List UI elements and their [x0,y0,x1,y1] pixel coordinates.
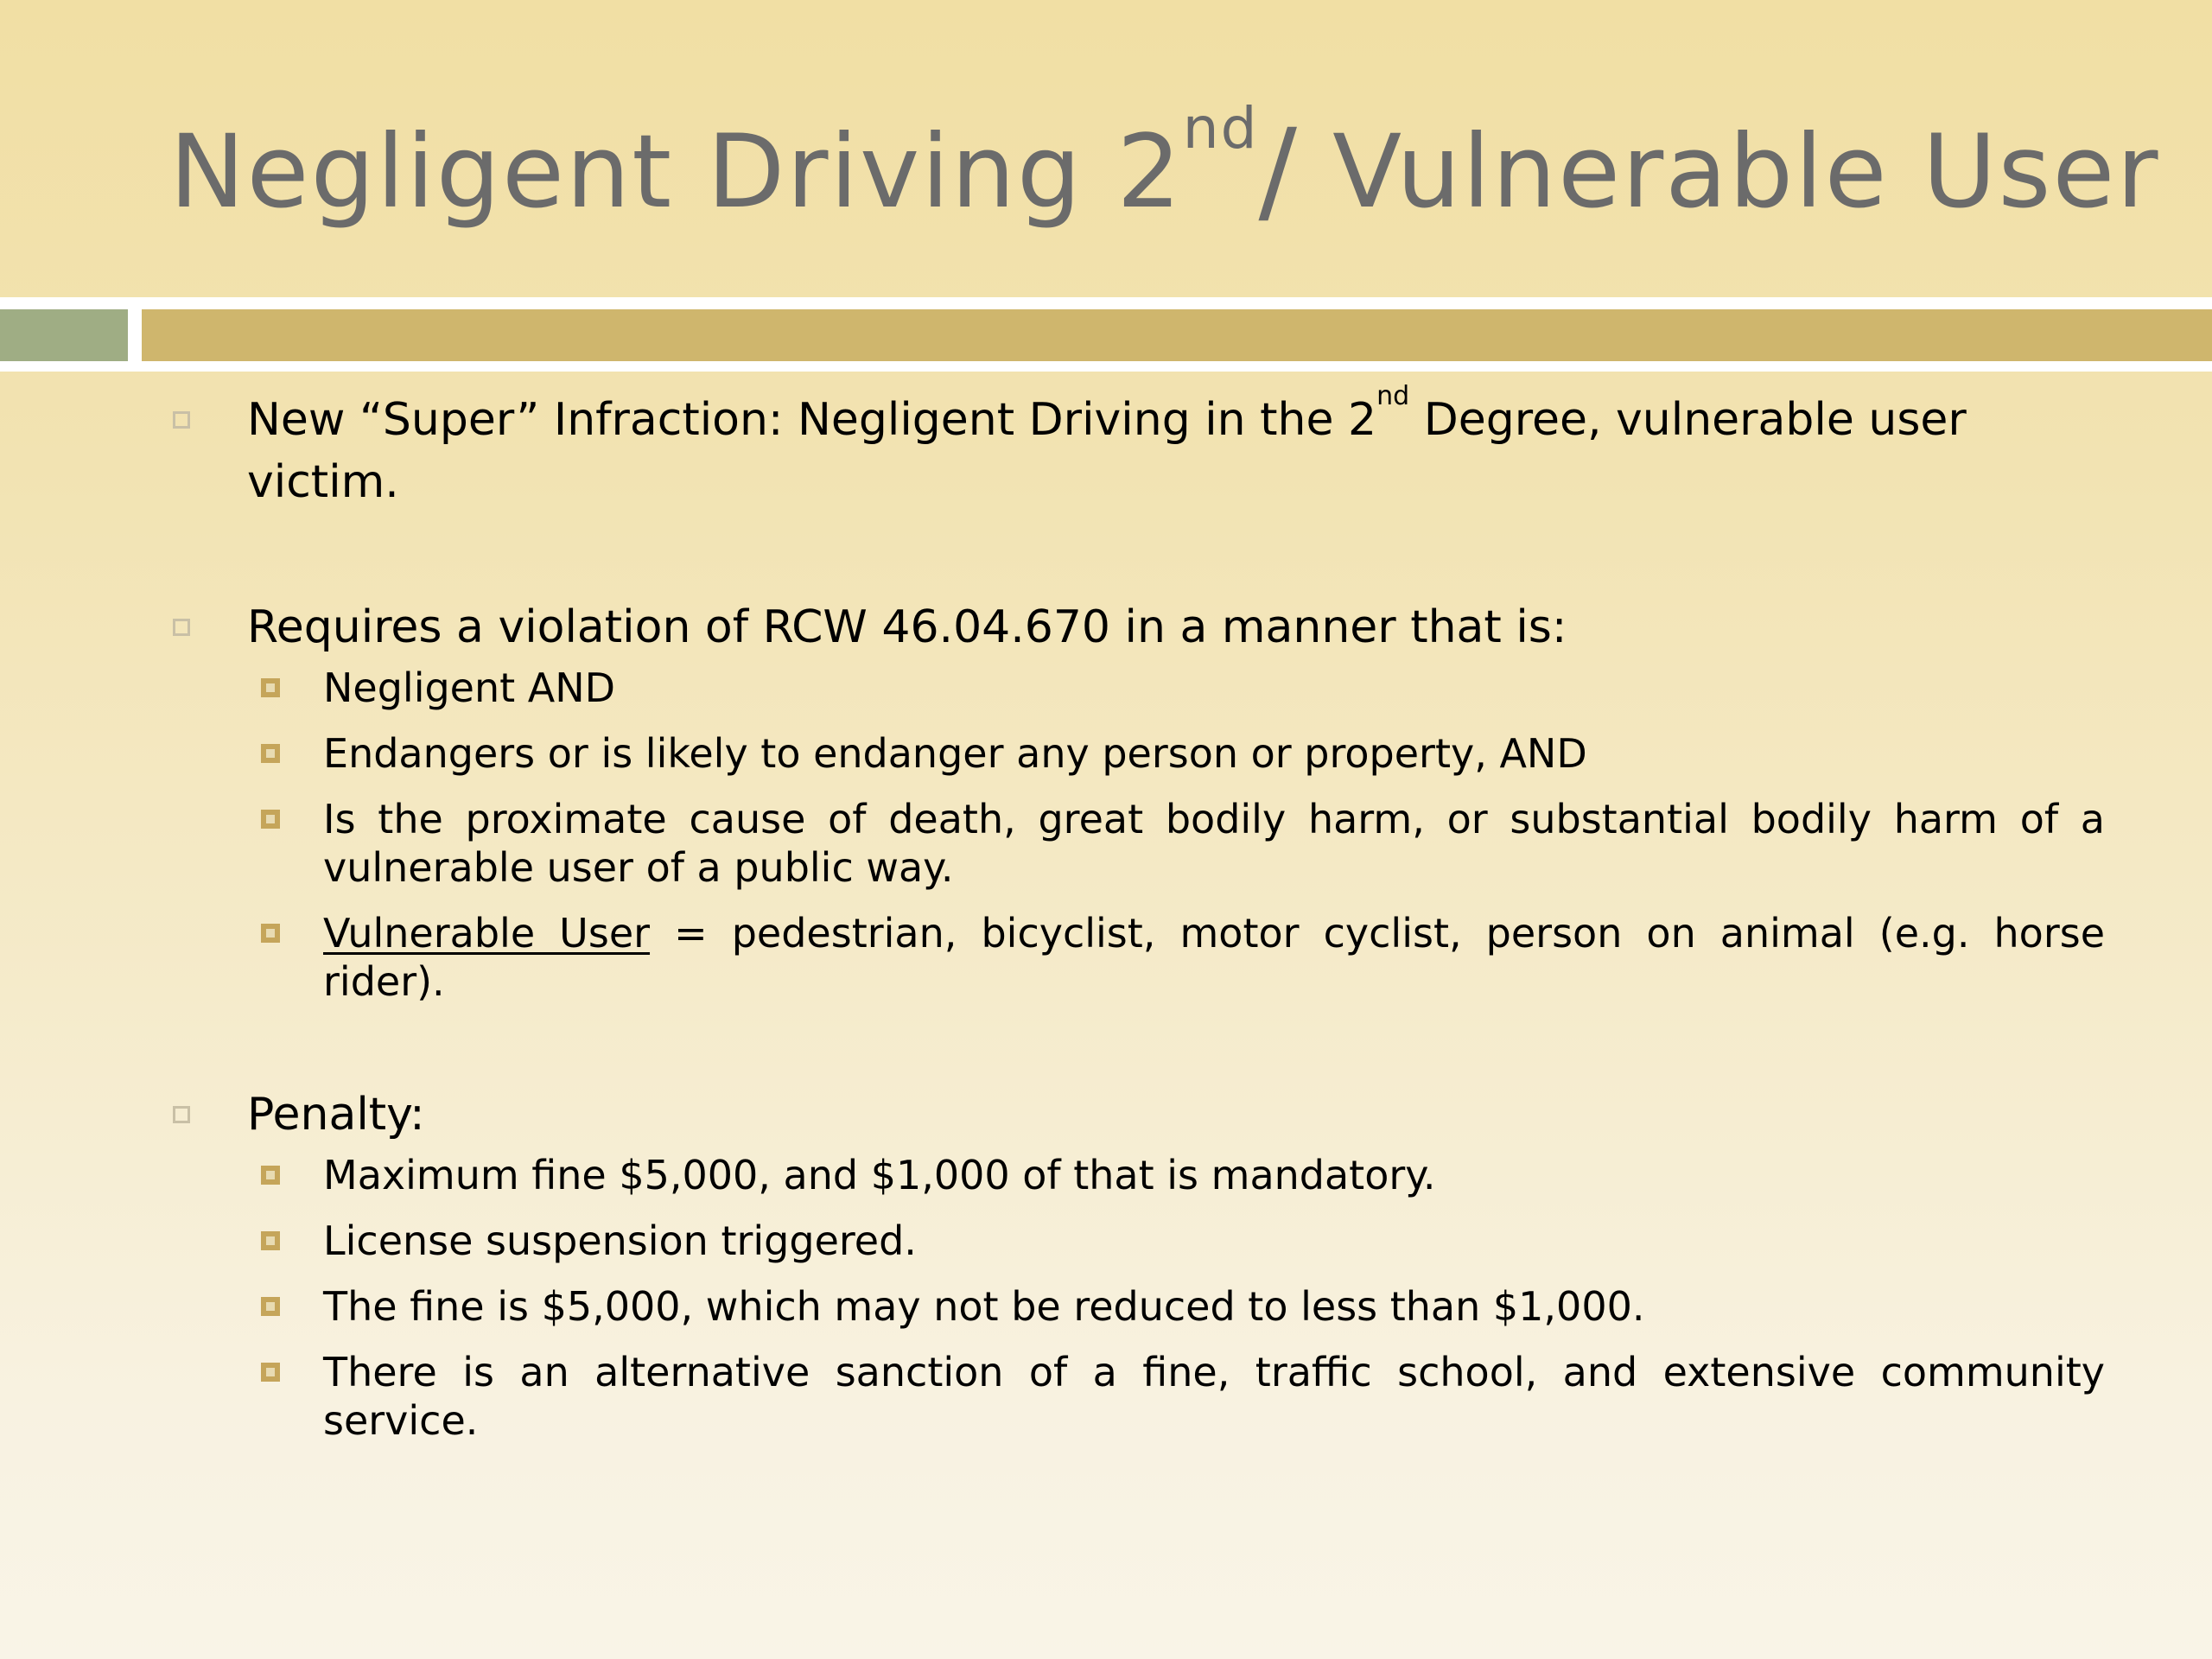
slide-content [169,381,2106,1445]
filled-square-bullet-icon [261,678,280,697]
hollow-square-bullet-icon [173,1106,190,1123]
title-superscript: nd [1182,95,1259,162]
title-part-2: Vulnerable User [1298,112,2160,231]
sub-bullet-text: Endangers or is likely to endanger any person or property, AND [323,730,1587,777]
band-top-line [0,297,2212,309]
band-bottom-line [0,361,2212,372]
sub-bullet-item [169,664,2105,712]
filled-square-bullet-icon [261,924,280,943]
hollow-square-bullet-icon [173,619,190,636]
sub-bullet-item [169,1282,2105,1331]
sub-bullet-text: Is the proximate cause of death, great bodily harm, or substantial bodily harm of a vulnerable user of a public way. [323,796,2105,891]
filled-square-bullet-icon [261,1297,280,1316]
bullet-text: Penalty: [247,1089,425,1141]
sub-bullet-item [169,729,2105,778]
definition-text: = pedestrian, bicyclist, motor cyclist, person on animal (e.g. horse rider). [323,910,2106,1005]
slide-title [169,95,2160,238]
bullet-text-post: Degree, vulnerable user victim. [247,394,1967,508]
sub-bullet-text: License suspension triggered. [323,1217,917,1264]
sub-bullet-text: There is an alternative sanction of a fine, traffic school, and extensive community service. [323,1349,2105,1444]
bullet-item-penalty [169,1084,2105,1146]
bullet-text-pre: New “Super” Infraction: Negligent Driving in the 2 [247,394,1377,446]
sub-bullet-item [169,795,2105,892]
sub-bullet-item [169,1217,2105,1265]
filled-square-bullet-icon [261,810,280,829]
hollow-square-bullet-icon [173,411,190,429]
definition-term: Vulnerable User [323,910,651,957]
title-slash: / [1258,105,1299,238]
title-divider-band [0,297,2212,372]
filled-square-bullet-icon [261,1363,280,1382]
sub-bullet-item-definition [169,909,2105,1006]
filled-square-bullet-icon [261,1231,280,1250]
band-separator [128,309,142,361]
sub-bullet-text: Negligent AND [323,664,616,711]
bullet-superscript: nd [1376,381,1410,411]
sub-bullet-text: The fine is $5,000, which may not be reduced to less than $1,000. [323,1283,1645,1330]
bullet-item-infraction [169,381,2105,513]
title-part-1: Negligent Driving 2 [169,112,1183,231]
filled-square-bullet-icon [261,1166,280,1185]
bullet-item-requires [169,596,2105,658]
band-green-block [0,309,128,361]
band-gold-bar [142,309,2212,361]
sub-bullet-item [169,1151,2105,1199]
sub-bullet-text: Maximum fine $5,000, and $1,000 of that is mandatory. [323,1152,1436,1198]
filled-square-bullet-icon [261,744,280,763]
sub-bullet-item [169,1348,2105,1445]
bullet-text: Requires a violation of RCW 46.04.670 in a manner that is: [247,601,1567,653]
